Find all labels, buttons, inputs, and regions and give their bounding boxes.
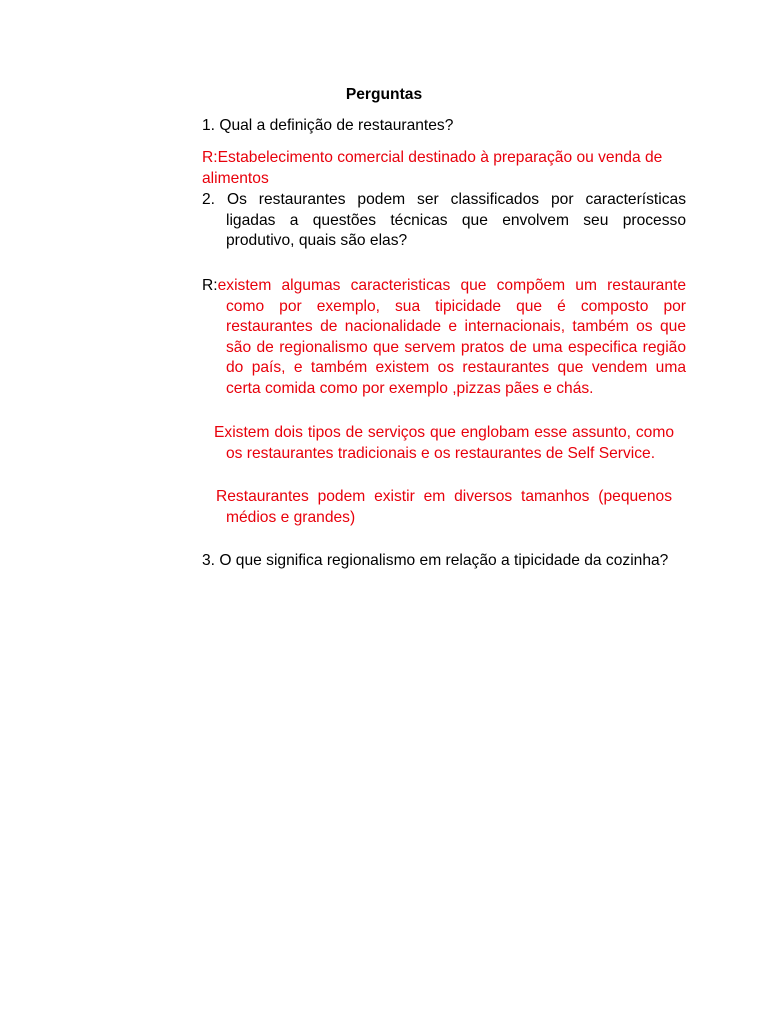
answer-2-paragraph-1 bbox=[202, 276, 686, 400]
answer-1 bbox=[202, 148, 672, 189]
answer-1-text: Estabelecimento comercial destinado à preparação ou venda de alimentos bbox=[202, 149, 663, 187]
answer-2-paragraph-2: Existem dois tipos de serviços que englobam esse assunto, como os restaurantes tradicionais e os restaurantes de Self Service. bbox=[214, 424, 674, 462]
answer-2-prefix: R: bbox=[202, 277, 218, 294]
page-title: Perguntas bbox=[345, 86, 423, 103]
question-3: 3. O que significa regionalismo em relação a tipicidade da cozinha? bbox=[202, 552, 669, 569]
answer-1-prefix: R: bbox=[202, 149, 218, 166]
question-1: 1. Qual a definição de restaurantes? bbox=[202, 117, 454, 134]
answer-2-paragraph-3: Restaurantes podem existir em diversos tamanhos (pequenos médios e grandes) bbox=[216, 488, 672, 526]
question-2: 2. Os restaurantes podem ser classificados por características ligadas a questões técnicas que envolvem seu processo produtivo, quais são elas? bbox=[202, 191, 686, 250]
answer-2-text-1: existem algumas caracteristicas que compõem um restaurante como por exemplo, sua tipicidade que é composto por restaurantes de nacionalidade e internacionais, também os que são de regionalismo que servem pratos de uma especifica região do país, e também existem os restaurantes que vendem uma certa comida como por exemplo ,pizzas pães e chás. bbox=[217, 277, 686, 397]
